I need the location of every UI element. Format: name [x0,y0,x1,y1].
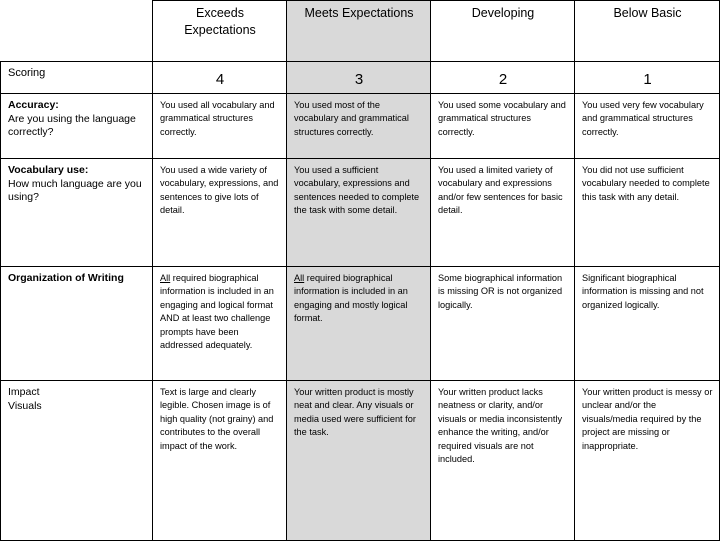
criterion-cell [1,94,153,159]
descriptor-meets: Your written product is mostly neat and clear. Any visuals or media used were sufficient for the task. [287,381,431,541]
corner-cell [1,1,153,62]
criterion-row-organization [1,267,720,381]
level-header-exceeds: Exceeds Expectations [153,1,287,62]
descriptor-developing: Your written product lacks neatness or clarity, and/or visuals or media inconsistently enhance the writing, and/or required visuals are not included. [431,381,575,541]
scoring-label: Scoring [1,62,153,94]
level-header-meets: Meets Expectations [287,1,431,62]
descriptor-exceeds: You used a wide variety of vocabulary, expressions, and sentences to give lots of detail. [153,159,287,267]
descriptor-meets: You used most of the vocabulary and grammatical structures correctly. [287,94,431,159]
criterion-subtitle: Visuals [8,399,42,412]
descriptor-exceeds: Text is large and clearly legible. Chosen image is of high quality (not grainy) and contributes to the overall impact of the work. [153,381,287,541]
criterion-title: Vocabulary use: [8,164,89,176]
level-header-developing: Developing [431,1,575,62]
header-row [1,1,720,62]
score-below-basic: 1 [575,62,720,94]
criterion-row-vocabulary [1,159,720,267]
descriptor-emphasis: All [294,273,305,283]
criterion-title: Organization of Writing [8,272,124,284]
scoring-row [1,62,720,94]
criterion-row-accuracy [1,94,720,159]
descriptor-below-basic: You used very few vocabulary and grammatical structures correctly. [575,94,720,159]
score-meets: 3 [287,62,431,94]
descriptor-developing: You used a limited variety of vocabulary and expressions and/or few sentences for basic detail. [431,159,575,267]
descriptor-below-basic: You did not use sufficient vocabulary needed to complete this task with any detail. [575,159,720,267]
descriptor-developing: You used some vocabulary and grammatical structures correctly. [431,94,575,159]
score-exceeds: 4 [153,62,287,94]
criterion-row-impact [1,381,720,541]
descriptor-emphasis: All [160,273,171,283]
descriptor-text: required biographical information is included in an engaging and mostly logical format. [294,273,408,324]
descriptor-meets: You used a sufficient vocabulary, expressions and sentences needed to complete the task with some detail. [287,159,431,267]
score-developing: 2 [431,62,575,94]
criterion-title: Impact [8,386,40,398]
descriptor-developing: Some biographical information is missing OR is not organized logically. [431,267,575,381]
criterion-cell [1,159,153,267]
descriptor-text: required biographical information is included in an engaging and logical format AND at least two challenge prompts have been addressed adequately. [160,273,274,351]
descriptor-below-basic: Significant biographical information is missing and not organized logically. [575,267,720,381]
criterion-cell [1,381,153,541]
descriptor-exceeds [153,267,287,381]
criterion-cell [1,267,153,381]
descriptor-exceeds: You used all vocabulary and grammatical structures correctly. [153,94,287,159]
level-header-below-basic: Below Basic [575,1,720,62]
descriptor-below-basic: Your written product is messy or unclear and/or the visuals/media required by the project are missing or inappropriate. [575,381,720,541]
criterion-subtitle: How much language are you using? [8,177,142,203]
criterion-title: Accuracy: [8,99,59,111]
descriptor-meets [287,267,431,381]
criterion-subtitle: Are you using the language correctly? [8,112,136,138]
